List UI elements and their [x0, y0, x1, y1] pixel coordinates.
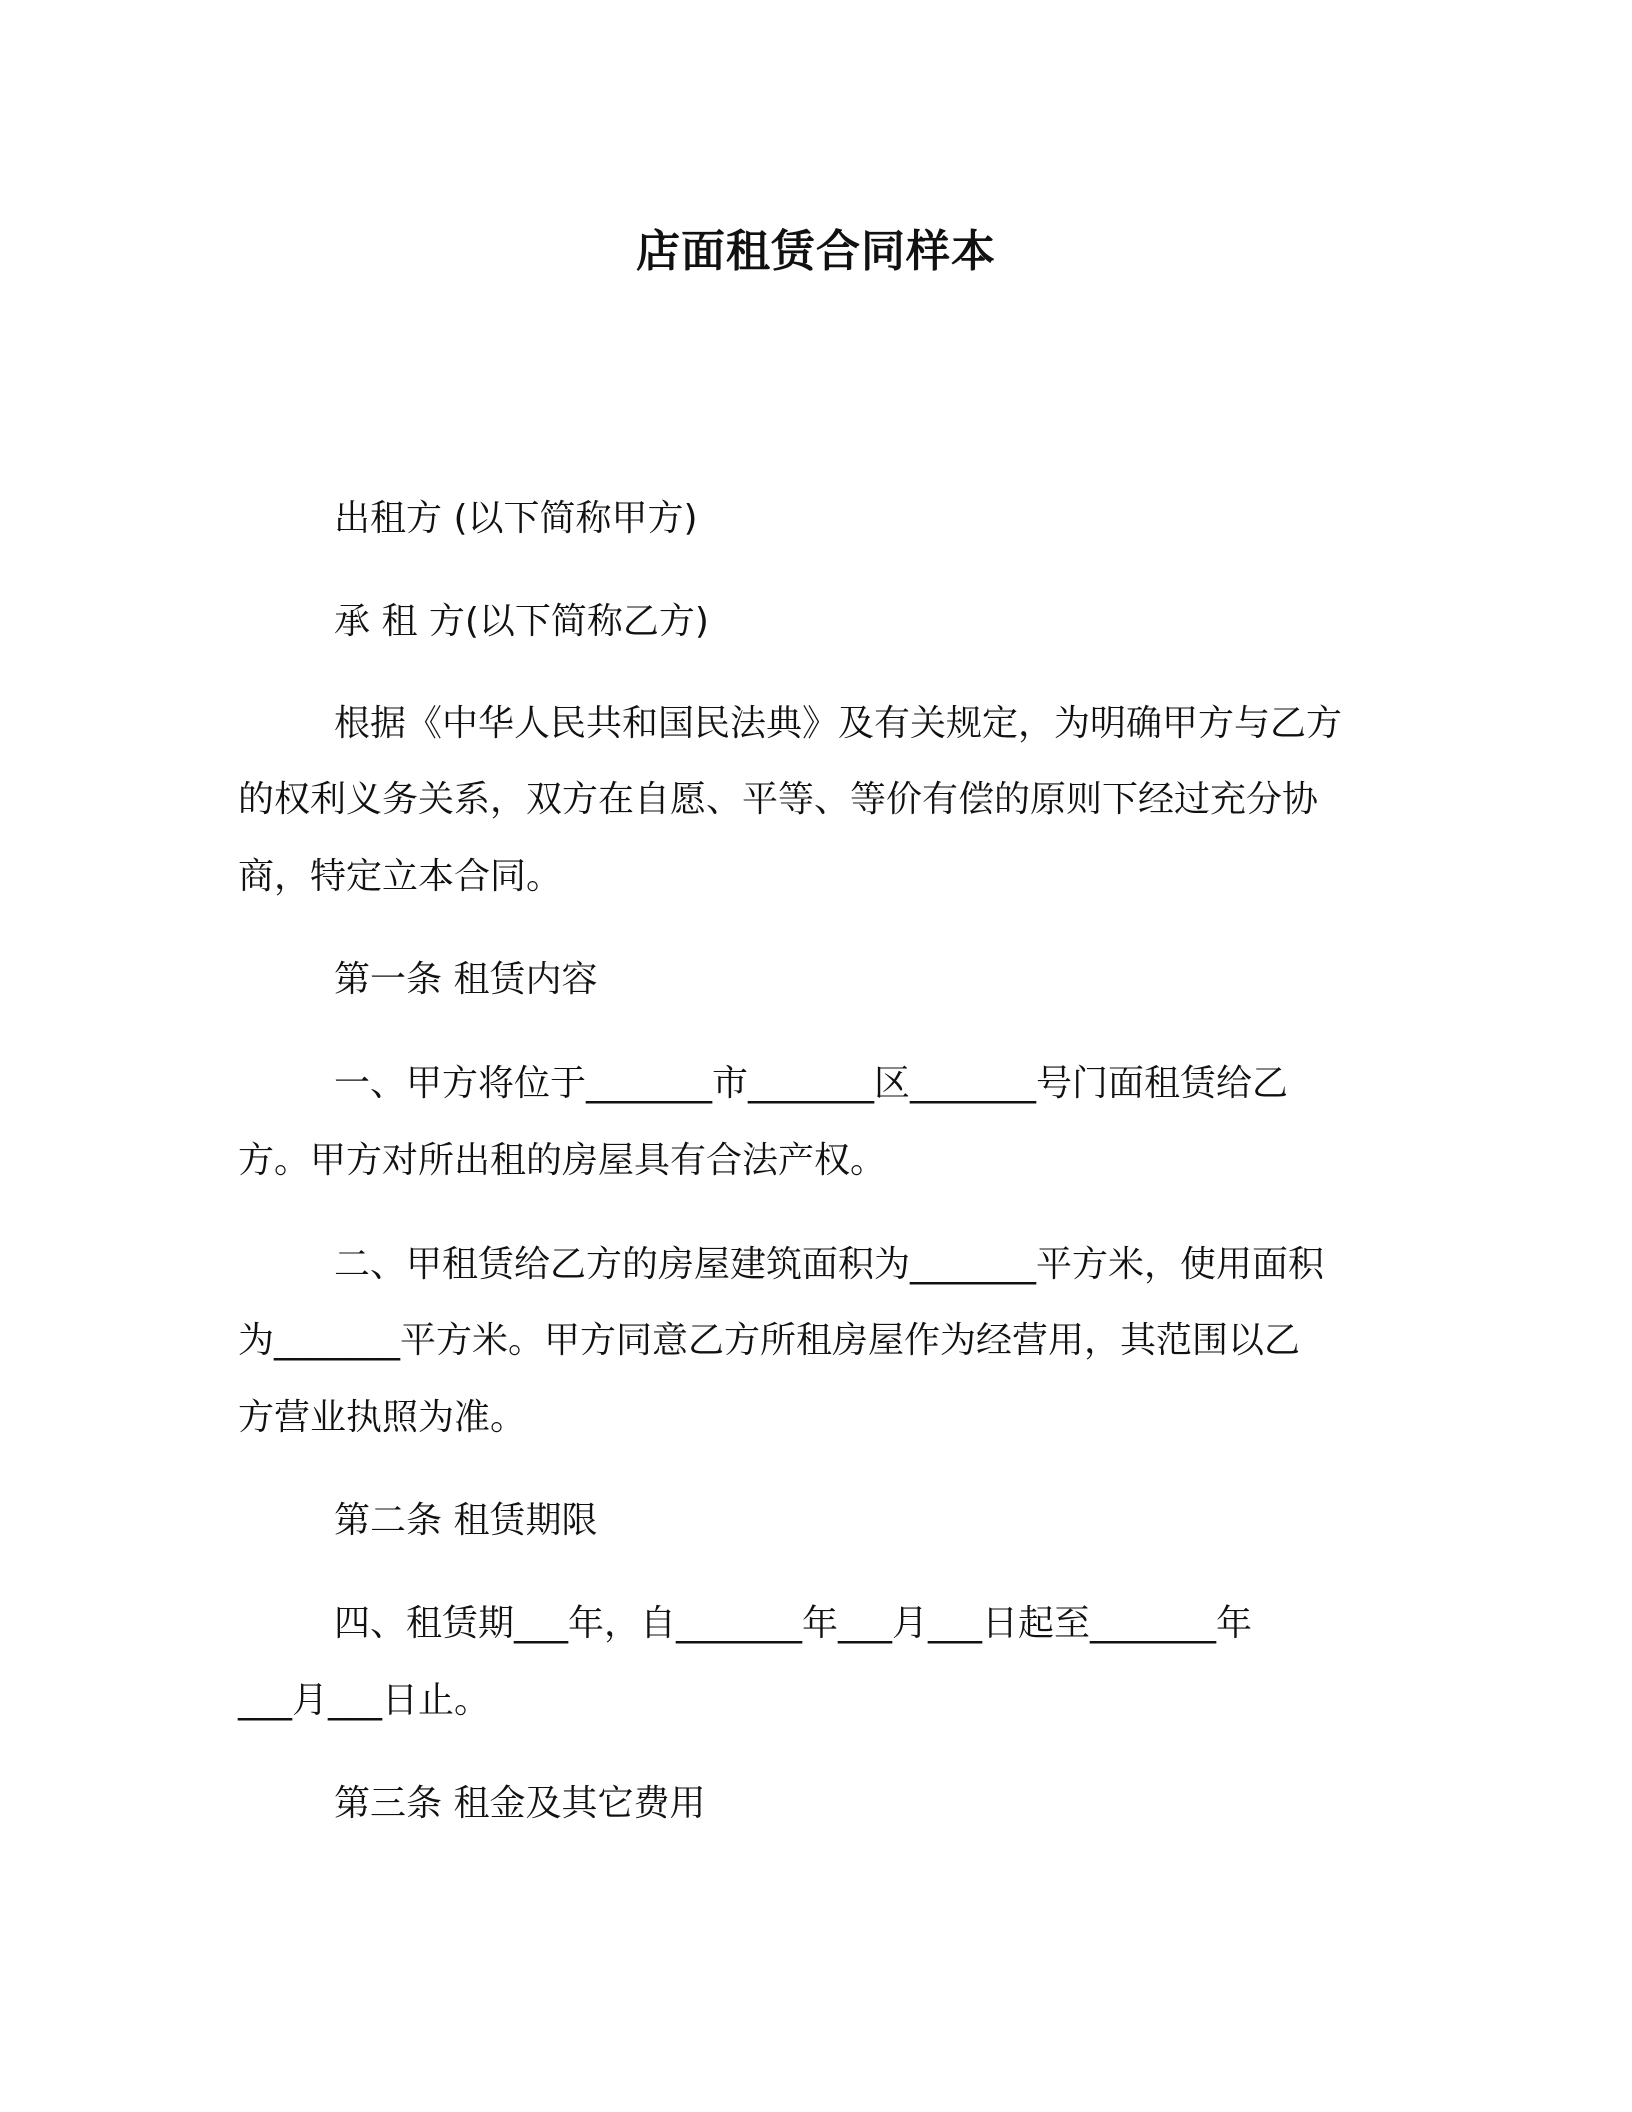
clause-2-line-2: 为_______平方米。甲方同意乙方所租房屋作为经营用，其范围以乙	[238, 1320, 1301, 1361]
clause-2-line-1: 二、甲租赁给乙方的房屋建筑面积为_______平方米，使用面积	[334, 1244, 1325, 1285]
clause-2-line-3: 方营业执照为准。	[238, 1397, 527, 1438]
article-2-heading: 第二条 租赁期限	[334, 1500, 598, 1541]
preamble-line-2: 的权利义务关系，双方在自愿、平等、等价有偿的原则下经过充分协	[238, 779, 1319, 820]
article-1-heading: 第一条 租赁内容	[334, 959, 598, 1000]
preamble-line-1: 根据《中华人民共和国民法典》及有关规定，为明确甲方与乙方	[334, 703, 1343, 744]
clause-4-line-1: 四、租赁期___年，自_______年___月___日起至_______年	[334, 1603, 1253, 1644]
preamble-line-3: 商，特定立本合同。	[238, 856, 563, 897]
party-b-line: 承 租 方(以下简称乙方)	[334, 601, 709, 642]
clause-1-line-1: 一、甲方将位于_______市_______区_______号门面租赁给乙	[334, 1063, 1289, 1104]
clause-4-line-2: ___月___日止。	[238, 1680, 491, 1721]
party-a-line: 出租方 (以下简称甲方)	[334, 498, 698, 539]
document-title: 店面租赁合同样本	[636, 226, 996, 277]
article-3-heading: 第三条 租金及其它费用	[334, 1783, 706, 1824]
clause-1-line-2: 方。甲方对所出租的房屋具有合法产权。	[238, 1140, 887, 1181]
